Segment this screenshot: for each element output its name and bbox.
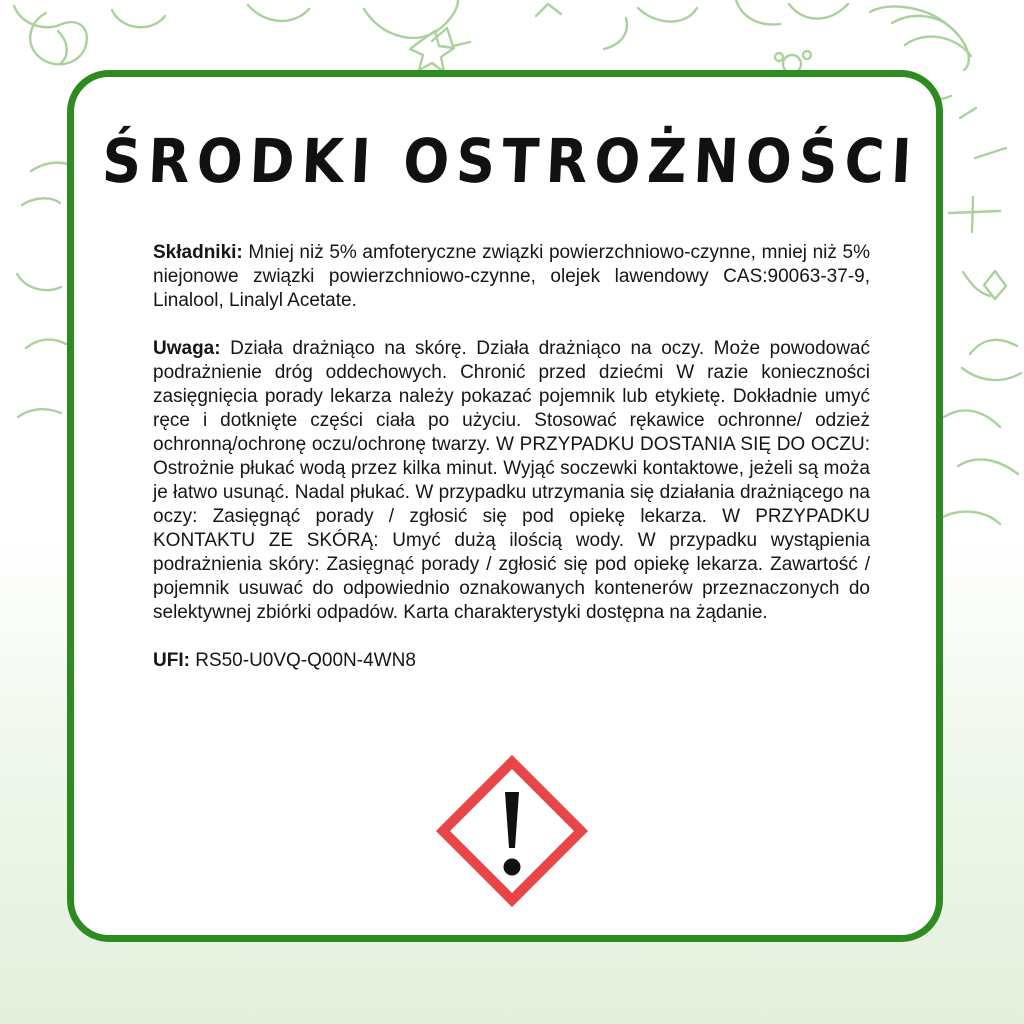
ufi-label: UFI: xyxy=(153,650,190,671)
exclamation-hazard-icon xyxy=(435,754,589,908)
ingredients-label: Składniki: xyxy=(153,242,243,263)
warning-paragraph xyxy=(153,337,870,625)
ufi-paragraph xyxy=(153,649,870,673)
warning-label: Uwaga: xyxy=(153,338,221,359)
warning-text: Działa drażniąco na skórę. Działa drażniąco na oczy. Może powodować podrażnienie dróg oddechowych. Chronić przed dziećmi W razie konieczności zasięgnięcia porady lekarza należy pokazać pojemnik lub etykietę. Dokładnie umyć ręce i dotknięte części ciała po użyciu. Stosować rękawice ochronne/ odzież ochronną/ochronę oczu/ochronę twarzy. W PRZYPADKU DOSTANIA SIĘ DO OCZU: Ostrożnie płukać wodą przez kilka minut. Wyjąć soczewki kontaktowe, jeżeli są moża je łatwo usunąć. Nadal płukać. W przypadku utrzymania się działania drażniącego na oczy: Zasięgnąć porady / zgłosić się pod opiekę lekarza. W PRZYPADKU KONTAKTU ZE SKÓRĄ: Umyć dużą ilością wody. W przypadku wystąpienia podrażnienia skóry: Zasięgnąć porady / zgłosić się pod opiekę lekarza. Zawartość / pojemnik usuwać do odpowiednio oznakowanych kontenerów przeznaczonych do selektywnej zbiórki odpadów. Karta charakterystyki dostępna na żądanie. xyxy=(153,338,870,623)
page-title: ŚRODKI OSTROŻNOŚCI xyxy=(100,126,920,197)
ingredients-text: Mniej niż 5% amfoteryczne związki powierzchniowo-czynne, mniej niż 5% niejonowe związki powierzchniowo-czynne, olejek lawendowy CAS:90063-37-9, Linalool, Linalyl Acetate. xyxy=(153,242,870,311)
ingredients-paragraph xyxy=(153,241,870,313)
ufi-value: RS50-U0VQ-Q00N-4WN8 xyxy=(189,650,416,671)
label-content xyxy=(153,241,870,697)
